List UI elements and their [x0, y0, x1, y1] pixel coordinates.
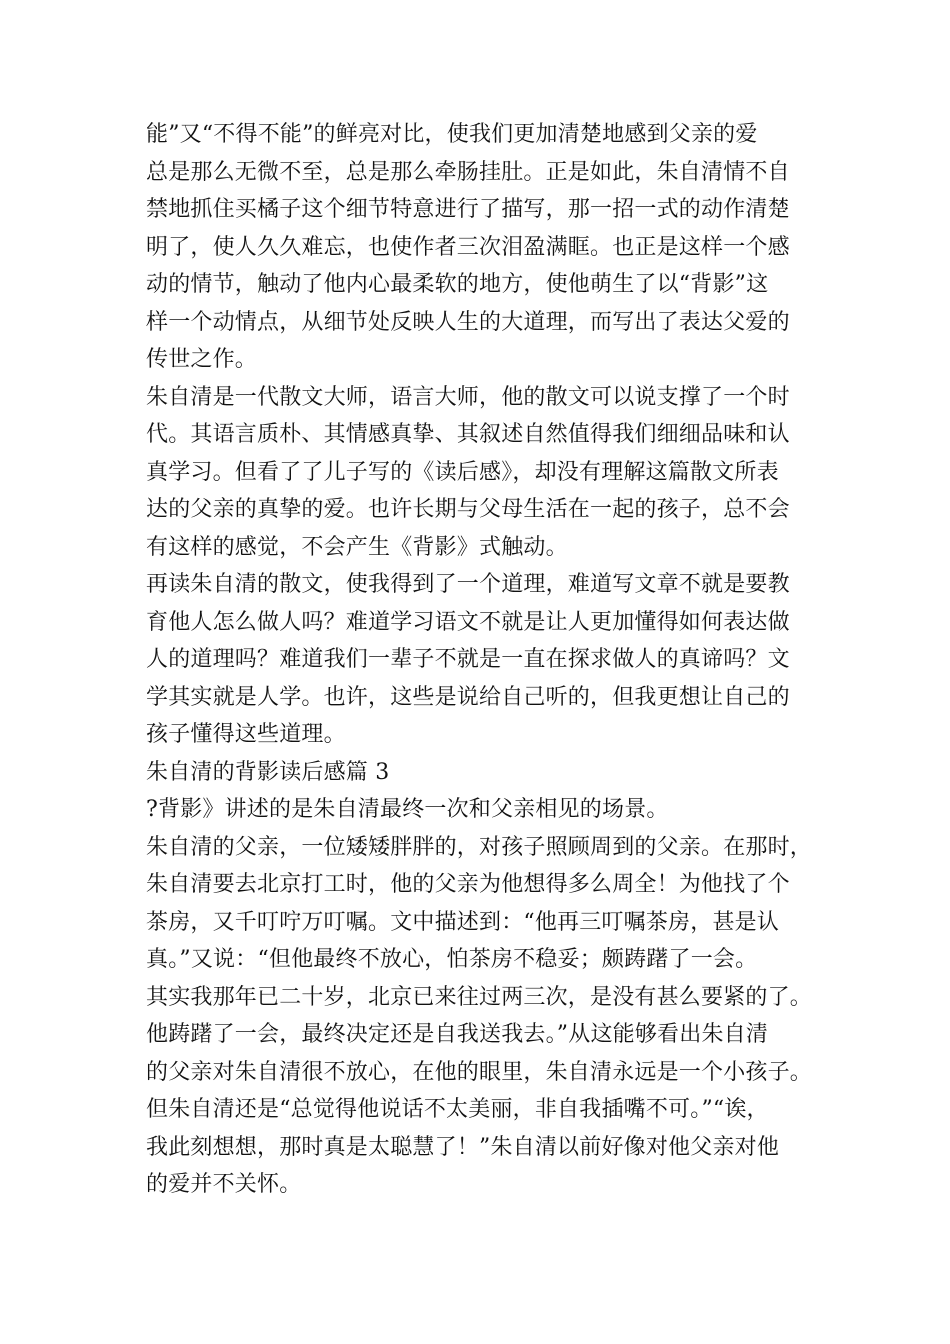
document-body	[146, 116, 826, 1204]
text-line: 孩子懂得这些道理。	[146, 722, 346, 747]
text-line: 朱自清是一代散文大师，语言大师，他的散文可以说支撑了一个时	[146, 384, 790, 410]
text-line: 的父亲对朱自清很不放心，在他的眼里，朱自清永远是一个小孩子。	[146, 1059, 813, 1085]
text-line: 动的情节，触动了他内心最柔软的地方，使他萌生了以“背影”这	[146, 272, 769, 297]
text-line: 达的父亲的真挚的爱。也许长期与父母生活在一起的孩子，总不会	[146, 497, 790, 522]
text-line: 禁地抓住买橘子这个细节特意进行了描写，那一招一式的动作清楚	[146, 197, 790, 222]
text-line: ?背影》讲述的是朱自清最终一次和父亲相见的场景。	[146, 797, 669, 822]
text-line: 茶房，又千叮咛万叮嘱。文中描述到：“他再三叮嘱茶房，甚是认	[146, 909, 780, 935]
text-line: 代。其语言质朴、其情感真挚、其叙述自然值得我们细细品味和认	[146, 422, 790, 447]
text-line: 人的道理吗？难道我们一辈子不就是一直在探求做人的真谛吗？文	[146, 647, 790, 672]
text-line: 但朱自清还是“总觉得他说话不太美丽，非自我插嘴不可。”“诶，	[146, 1097, 769, 1122]
text-line: 我此刻想想，那时真是太聪慧了！”朱自清以前好像对他父亲对他	[146, 1134, 780, 1160]
text-line: 真学习。但看了了儿子写的《读后感》，却没有理解这篇散文所表	[146, 459, 779, 485]
text-line: 样一个动情点，从细节处反映人生的大道理，而写出了表达父爱的	[146, 309, 790, 335]
text-line: 朱自清要去北京打工时，他的父亲为他想得多么周全！为他找了个	[146, 872, 790, 897]
text-line: 其实我那年已二十岁，北京已来往过两三次，是没有甚么要紧的了。	[146, 984, 813, 1010]
text-line: 能”又“不得不能”的鲜亮对比，使我们更加清楚地感到父亲的爱	[146, 122, 758, 147]
text-line: 朱自清的父亲，一位矮矮胖胖的，对孩子照顾周到的父亲。在那时，	[146, 834, 813, 860]
section-heading: 朱自清的背影读后感篇 3	[146, 759, 390, 785]
text-line: 的爱并不关怀。	[146, 1172, 302, 1197]
text-line: 明了，使人久久难忘，也使作者三次泪盈满眶。也正是这样一个感	[146, 234, 790, 260]
text-line: 学其实就是人学。也许，这些是说给自己听的，但我更想让自己的	[146, 684, 790, 710]
text-line: 有这样的感觉，不会产生《背影》式触动。	[146, 534, 568, 560]
text-line: 真。”又说：“但他最终不放心，怕茶房不稳妥；颇踌躇了一会。	[146, 947, 758, 972]
text-line: 总是那么无微不至，总是那么牵肠挂肚。正是如此，朱自清情不自	[146, 159, 790, 185]
text-line: 他踌躇了一会，最终决定还是自我送我去。”从这能够看出朱自清	[146, 1022, 769, 1047]
text-line: 传世之作。	[146, 347, 258, 372]
text-line: 育他人怎么做人吗？难道学习语文不就是让人更加懂得如何表达做	[146, 609, 790, 635]
text-line: 再读朱自清的散文，使我得到了一个道理，难道写文章不就是要教	[146, 572, 790, 597]
